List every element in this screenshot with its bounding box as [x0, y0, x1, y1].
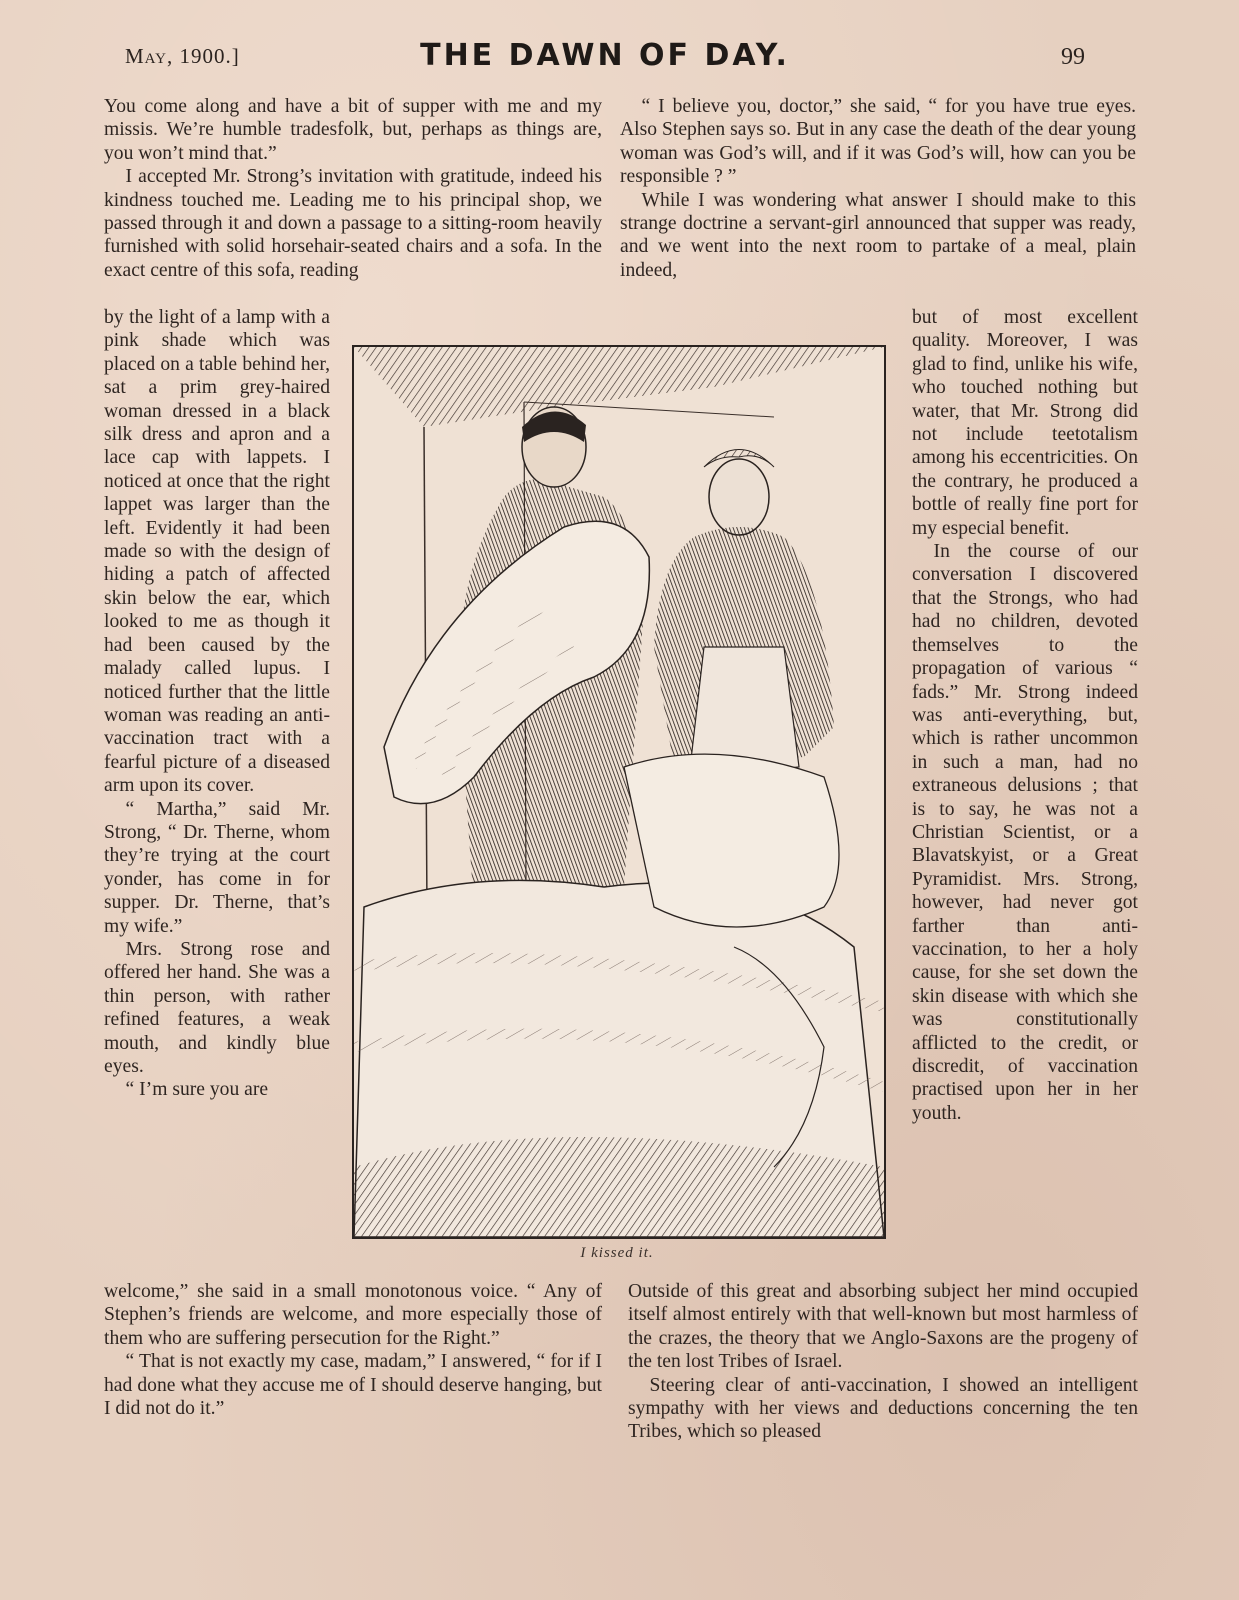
bed-pillow — [624, 754, 839, 927]
paragraph: Steering clear of anti-vaccination, I showed an intelligent sympathy with her views and deductions concerning the ten Tribes, which so pleased — [628, 1374, 1138, 1443]
page-number: 99 — [1061, 44, 1085, 70]
ceiling-hatching — [354, 347, 884, 427]
paragraph: While I was wondering what answer I should make to this strange doctrine a servant-girl announced that supper was ready, and we went into the next room to partake of a meal, plain indeed, — [620, 189, 1136, 281]
paragraph: “ I believe you, doctor,” she said, “ for you have true eyes. Also Stephen says so. But in any case the death of the dear young woman was God’s will, and if it was God’s will, how can you be responsible ? ” — [620, 96, 1136, 188]
paragraph: I accepted Mr. Strong’s invitation with gratitude, indeed his kindness touched me. Leading me to his principal shop, we passed through it and down a passage to a sitting-room heavily furnished with solid horsehair-seated chairs and a sofa. In the exact centre of this sofa, reading — [104, 166, 602, 281]
right-column-top — [620, 95, 1136, 282]
left-column-top — [104, 95, 602, 282]
left-column-beside-illustration — [104, 306, 330, 1102]
paragraph: “ That is not exactly my case, madam,” I answered, “ for if I had done what they accuse me of I should deserve hanging, but I did not do it.” — [104, 1351, 602, 1420]
left-column-bottom — [104, 1280, 602, 1420]
issue-date: May, 1900.] — [125, 44, 240, 68]
paragraph: welcome,” she said in a small monotonous voice. “ Any of Stephen’s friends are welcome, and more especially those of them who are suffering persecution for the Right.” — [104, 1281, 602, 1349]
paragraph: “ I’m sure you are — [125, 1079, 269, 1101]
running-head — [125, 38, 1085, 78]
paragraph: “ Martha,” said Mr. Strong, “ Dr. Therne, whom they’re trying at the court yonder, has come in for supper. Dr. Therne, that’s my wife.” — [104, 798, 330, 937]
paragraph: You come along and have a bit of supper with me and my missis. We’re humble tradesfolk, but, perhaps as things are, you won’t mind that.” — [104, 96, 602, 164]
illustration-caption: I kissed it. — [580, 1245, 654, 1261]
paragraph: In the course of our conversation I discovered that the Strongs, who had had no children, devoted themselves to the propagation of various “ fads.” Mr. Strong indeed was anti-everything, but, which is rather uncommon in such a man, had no extraneous delusions ; that is to say, he was not a Christian Scientist, or a Blavatskyist, or a Great Pyramidist. Mrs. Strong, however, had never got farther than anti-vaccination, to her a holy cause, for she set down the skin disease with which she was constitutionally afflicted to the credit, or discredit, of vaccination practised upon her in her youth. — [912, 541, 1138, 1124]
right-column-beside-illustration — [912, 306, 1138, 1125]
paragraph: but of most excellent quality. Moreover, I was glad to find, unlike his wife, who touched nothing but water, that Mr. Strong did not include teetotalism among his eccentricities. On the contrary, he produced a bottle of really fine port for my especial benefit. — [912, 307, 1138, 539]
right-column-bottom — [628, 1280, 1138, 1444]
magazine-title: THE DAWN OF DAY. — [420, 38, 790, 73]
paragraph: Mrs. Strong rose and offered her hand. She was a thin person, with rather refined features, a weak mouth, and kindly blue eyes. — [104, 938, 330, 1077]
paragraph: Outside of this great and absorbing subject her mind occupied itself almost entirely with that well-known but most harmless of the crazes, the theory that we Anglo-Saxons are the progeny of the ten lost Tribes of Israel. — [628, 1281, 1138, 1373]
woman-head — [709, 459, 769, 535]
paragraph: by the light of a lamp with a pink shade which was placed on a table behind her, sat a prim grey-haired woman dressed in a black silk dress and apron and a lace cap with lappets. I noticed at once that the right lappet was larger than the left. Evidently it had been made so with the design of hiding a patch of affected skin below the ear, which looked to me as though it had been caused by the malady called lupus. I noticed further that the little woman was reading an anti-vaccination tract with a fearful picture of a diseased arm upon its cover. — [104, 307, 330, 797]
engraving-illustration — [352, 345, 886, 1239]
